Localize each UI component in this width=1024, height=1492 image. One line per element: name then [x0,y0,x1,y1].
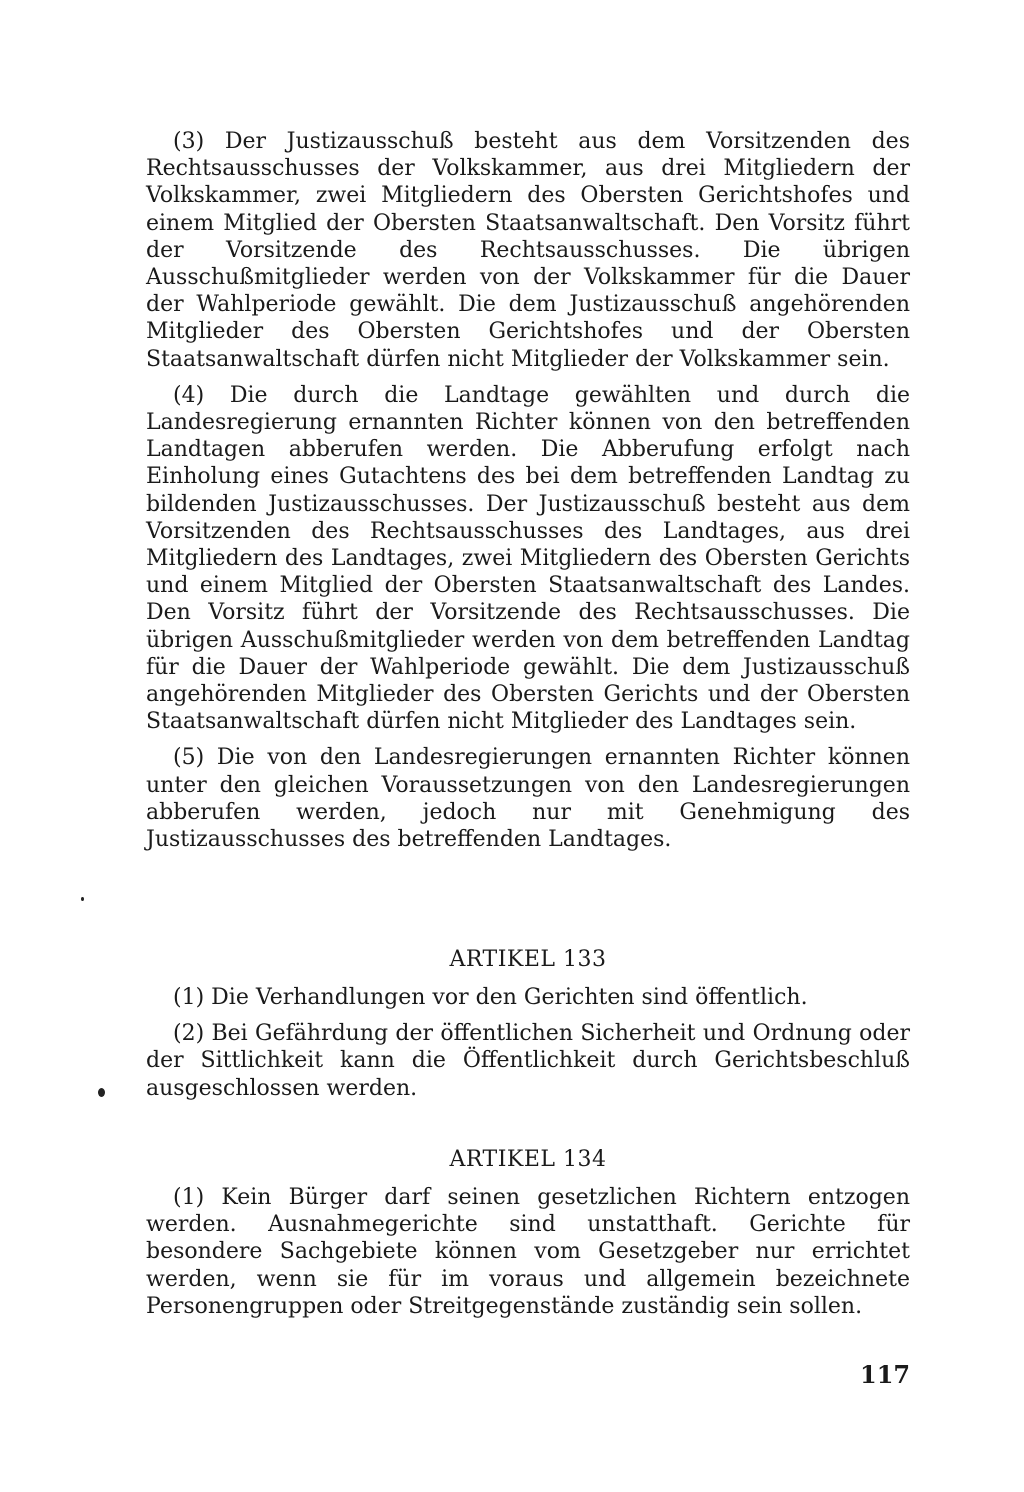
paragraph-3: (3) Der Justizausschuß besteht aus dem Vorsitzenden des Rechtsausschusses der Volkskammer, aus drei Mitgliedern der Volkskammer, zwei Mitgliedern des Obersten Gerichtshofes und einem Mitglied der Obersten Staatsanwaltschaft. Den Vorsitz führt der Vorsitzende des Rechtsausschusses. Die übrigen Ausschußmitglieder werden von der Volkskammer für die Dauer der Wahlperiode gewählt. Die dem Justizausschuß angehörenden Mitglieder des Obersten Gerichtshofes und der Obersten Staatsanwaltschaft dürfen nicht Mitglieder der Volkskammer sein. [146,129,910,372]
article-133-heading: ARTIKEL 133 [449,947,607,972]
ink-speck [98,1088,105,1097]
article-134-paragraph-1: (1) Kein Bürger darf seinen gesetzlichen Richtern entzogen werden. Ausnahmegerichte sind unstatthaft. Gerichte für besondere Sachgebiete können vom Gesetzgeber nur errichtet werden, wenn sie für im voraus und allgemein bezeichnete Personengruppen oder Streitgegenstände zuständig sein sollen. [146,1185,910,1319]
paragraph-4: (4) Die durch die Landtage gewählten und durch die Landesregierung ernannten Richter können von den betreffenden Landtagen abberufen werden. Die Abberufung erfolgt nach Einholung eines Gutachtens des bei dem betreffenden Landtag zu bildenden Justizausschusses. Der Justizausschuß besteht aus dem Vorsitzenden des Rechtsausschusses des Landtages, aus drei Mitgliedern des Landtages, zwei Mitgliedern des Obersten Gerichts und einem Mitglied der Obersten Staatsanwaltschaft des Landes. Den Vorsitz führt der Vorsitzende des Rechtsausschusses. Die übrigen Ausschußmitglieder werden von dem betreffenden Landtag für die Dauer der Wahlperiode gewählt. Die dem Justizausschuß angehörenden Mitglieder des Obersten Gerichts und der Obersten Staatsanwaltschaft dürfen nicht Mitglieder des Landtages sein. [146,382,910,735]
article-134-body [146,1184,910,1320]
article-133-paragraph-2: (2) Bei Gefährdung der öffentlichen Sicherheit und Ordnung oder der Sittlichkeit kann die Öffentlichkeit durch Gerichtsbeschluß ausgeschlossen werden. [146,1021,910,1101]
article-133-body [146,984,910,1102]
page-number: 117 [860,1360,911,1389]
section-continued [146,128,910,853]
ink-speck [81,897,84,901]
article-134-heading: ARTIKEL 134 [449,1147,607,1172]
article-133-paragraph-1: (1) Die Verhandlungen vor den Gerichten sind öffentlich. [173,985,808,1010]
paragraph-5: (5) Die von den Landesregierungen ernannten Richter können unter den gleichen Voraussetzungen von den Landesregierungen abberufen werden, jedoch nur mit Genehmigung des Justizausschusses des betreffenden Landtages. [146,745,910,853]
